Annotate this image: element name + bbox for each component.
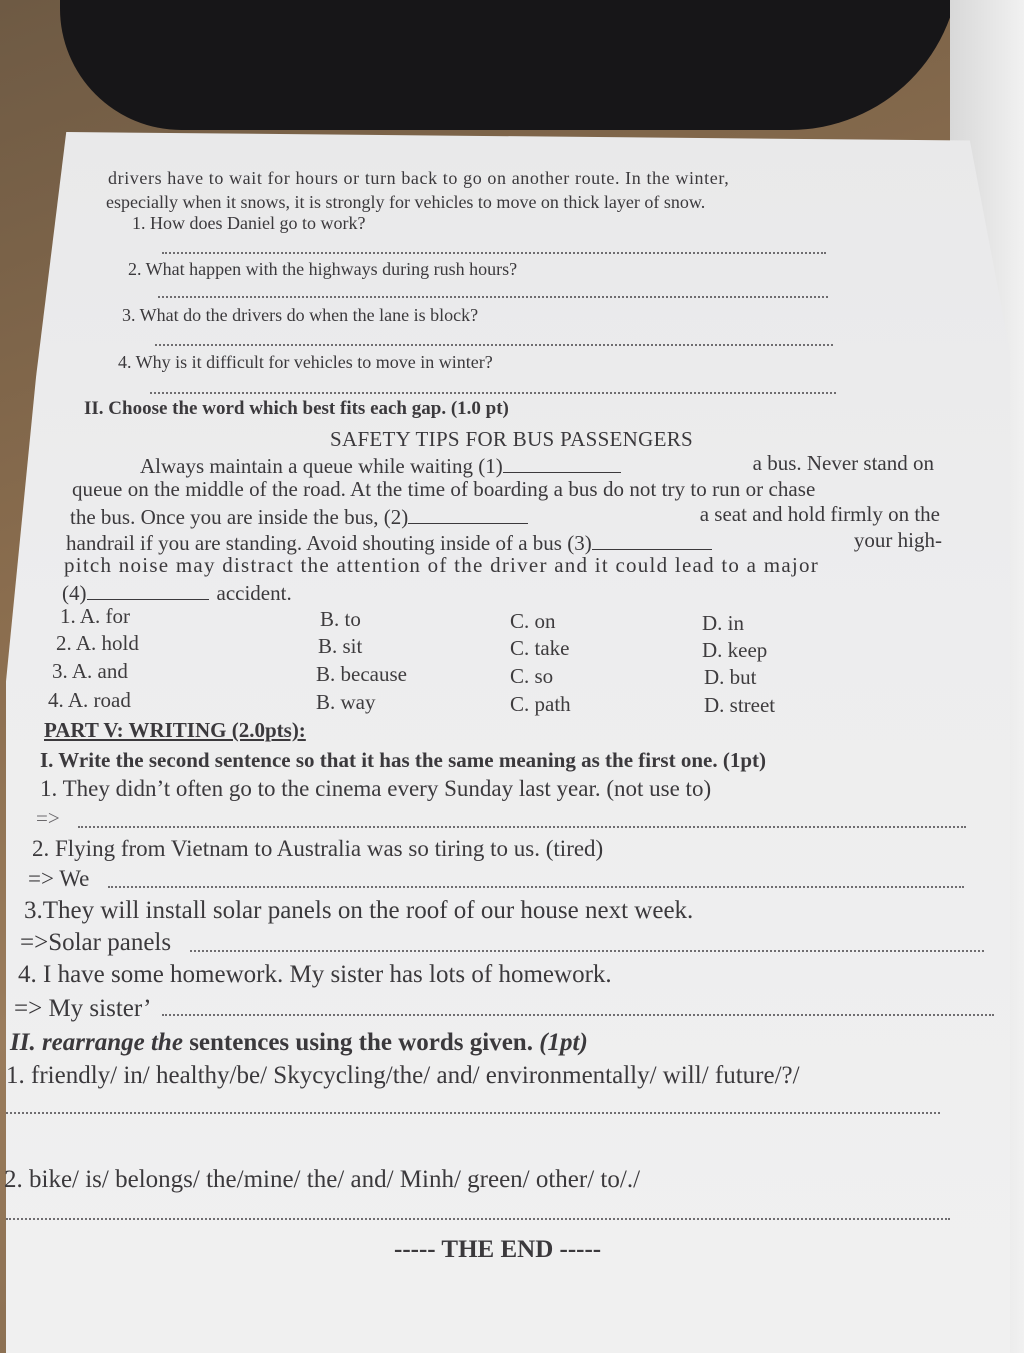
- option-2c[interactable]: C. take: [510, 636, 570, 660]
- answer-line-3[interactable]: [155, 344, 833, 346]
- rewrite-answer-prefix-1: =>: [36, 806, 60, 830]
- option-3a[interactable]: 3. A. and: [52, 659, 128, 683]
- cloze-line-1: [140, 451, 934, 479]
- option-4a[interactable]: 4. A. road: [48, 688, 131, 712]
- rearrange-answer-line-2[interactable]: [6, 1218, 950, 1220]
- rewrite-question-2: 2. Flying from Vietnam to Australia was so tiring to us. (tired): [32, 836, 604, 861]
- rewrite-answer-prefix-3: =>Solar panels: [20, 929, 172, 956]
- cloze-text: your high-: [853, 528, 942, 552]
- answer-line-1[interactable]: [162, 252, 826, 254]
- option-3b[interactable]: B. because: [316, 662, 407, 686]
- heading-bold-part: sentences using the words given.: [189, 1029, 533, 1056]
- option-1d[interactable]: D. in: [702, 611, 744, 635]
- cloze-heading: II. Choose the word which best fits each gap. (1.0 pt): [84, 398, 509, 419]
- cloze-text: accident.: [216, 581, 292, 605]
- cloze-line-3: [70, 502, 940, 530]
- rewrite-question-4: 4. I have some homework. My sister has lots of homework.: [18, 961, 612, 988]
- option-2b[interactable]: B. sit: [318, 634, 363, 658]
- writing-section1-heading: I. Write the second sentence so that it has the same meaning as the first one. (1pt): [40, 748, 766, 772]
- cloze-text: a seat and hold firmly on the: [699, 502, 940, 526]
- cloze-text: (4): [62, 581, 87, 605]
- option-4b[interactable]: B. way: [316, 690, 376, 714]
- option-3d[interactable]: D. but: [704, 665, 757, 689]
- option-1c[interactable]: C. on: [510, 609, 556, 633]
- option-3c[interactable]: C. so: [510, 664, 554, 688]
- rewrite-answer-line-3[interactable]: [190, 950, 984, 952]
- rewrite-answer-line-4[interactable]: [162, 1014, 994, 1016]
- gap-3[interactable]: [592, 528, 712, 550]
- heading-italic-part: II. rearrange the: [10, 1029, 183, 1056]
- rewrite-answer-line-1[interactable]: [78, 826, 966, 828]
- cloze-line-2: queue on the middle of the road. At the time of boarding a bus do not try to run or chase: [72, 477, 816, 501]
- option-2d[interactable]: D. keep: [702, 638, 768, 662]
- option-1a[interactable]: 1. A. for: [60, 604, 130, 628]
- reading-question-4: 4. Why is it difficult for vehicles to move in winter?: [118, 352, 493, 372]
- cloze-text: the bus. Once you are inside the bus, (2): [70, 505, 409, 529]
- option-2a[interactable]: 2. A. hold: [56, 631, 139, 655]
- option-1b[interactable]: B. to: [320, 607, 361, 631]
- rewrite-answer-line-2[interactable]: [108, 886, 964, 888]
- heading-points: (1pt): [539, 1029, 588, 1056]
- reading-question-2: 2. What happen with the highways during rush hours?: [128, 259, 518, 279]
- answer-line-2[interactable]: [158, 296, 828, 298]
- option-4d[interactable]: D. street: [704, 693, 776, 717]
- passage-line-2: especially when it snows, it is strongly for vehicles to move on thick layer of snow.: [106, 192, 706, 212]
- cloze-line-6: [62, 578, 292, 606]
- gap-1[interactable]: [503, 451, 621, 473]
- rewrite-question-1: 1. They didn’t often go to the cinema every Sunday last year. (not use to): [40, 776, 712, 801]
- dark-cloth: [60, 0, 960, 130]
- cloze-title: SAFETY TIPS FOR BUS PASSENGERS: [330, 427, 694, 451]
- reading-question-1: 1. How does Daniel go to work?: [132, 213, 366, 233]
- option-4c[interactable]: C. path: [510, 692, 571, 716]
- the-end: ----- THE END -----: [394, 1236, 602, 1263]
- answer-line-4[interactable]: [150, 392, 836, 394]
- writing-section2-heading: [10, 1029, 588, 1057]
- rearrange-question-2: 2. bike/ is/ belongs/ the/mine/ the/ and/ Minh/ green/ other/ to/./: [4, 1166, 641, 1193]
- reading-question-3: 3. What do the drivers do when the lane is block?: [122, 305, 479, 325]
- cloze-text: a bus. Never stand on: [752, 451, 934, 475]
- gap-4[interactable]: [87, 578, 209, 600]
- rewrite-question-3: 3.They will install solar panels on the roof of our house next week.: [24, 897, 694, 924]
- rewrite-answer-prefix-2: => We: [28, 866, 90, 891]
- cloze-line-5: pitch noise may distract the attention of the driver and it could lead to a major: [64, 553, 819, 577]
- passage-line-1: drivers have to wait for hours or turn back to go on another route. In the winter,: [108, 168, 730, 188]
- rearrange-question-1: 1. friendly/ in/ healthy/be/ Skycycling/the/ and/ environmentally/ will/ future/?/: [6, 1062, 800, 1089]
- cloze-line-4: [66, 528, 942, 556]
- writing-part-heading: PART V: WRITING (2.0pts):: [44, 718, 306, 742]
- rewrite-answer-prefix-4: => My sister’: [14, 995, 152, 1022]
- rearrange-answer-line-1[interactable]: [6, 1112, 940, 1114]
- cloze-text: handrail if you are standing. Avoid shouting inside of a bus (3): [66, 531, 592, 555]
- cloze-text: Always maintain a queue while waiting (1): [140, 454, 503, 478]
- gap-2[interactable]: [408, 502, 528, 524]
